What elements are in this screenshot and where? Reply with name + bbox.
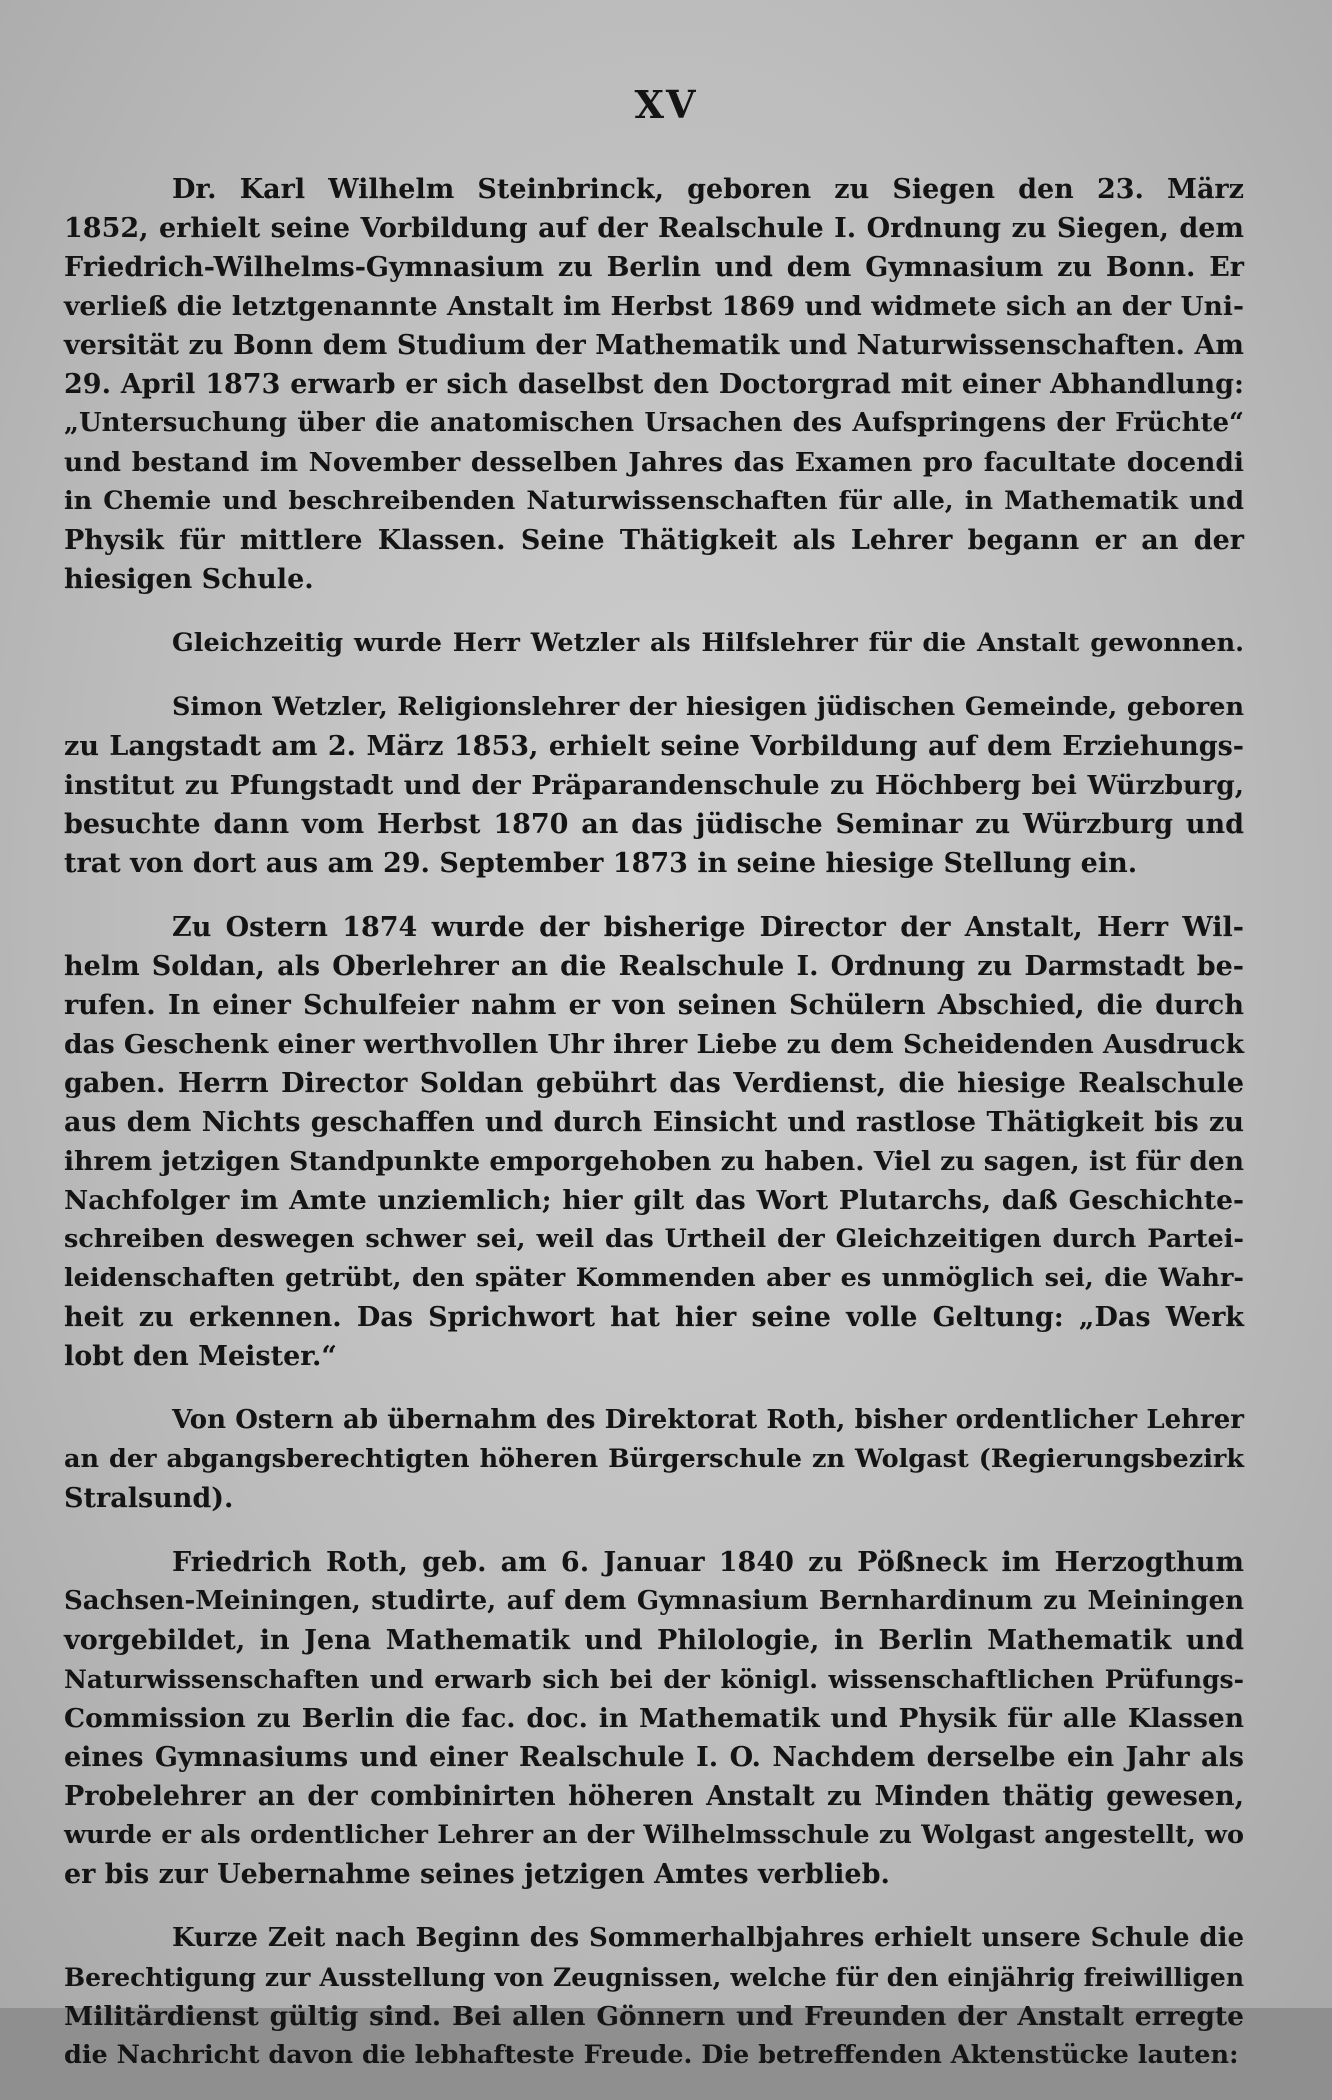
text-line: Nachfolger im Amte unziemlich; hier gilt das Wort Plutarchs, daß Geschichte- <box>64 1185 1244 1216</box>
paragraph-soldan <box>64 908 1244 1376</box>
text-line: die Nachricht davon die lebhafteste Freude. Die betreffenden Aktenstücke lauten: <box>64 2040 1239 2070</box>
page-number: XV <box>634 82 698 127</box>
text-line: 29. April 1873 erwarb er sich daselbst den Doctorgrad mit einer Abhandlung: <box>64 369 1244 400</box>
text-line: Probelehrer an der combinirten höheren Anstalt zu Minden thätig gewesen, <box>64 1781 1244 1812</box>
text-line: Sachsen-Meiningen, studirte, auf dem Gymnasium Bernhardinum zu Meiningen <box>64 1586 1244 1616</box>
text-line: verließ die letztgenannte Anstalt im Herbst 1869 und widmete sich an der Uni- <box>64 291 1244 322</box>
text-line: institut zu Pfungstadt und der Präparandenschule zu Höchberg bei Würzburg, <box>64 770 1244 801</box>
text-line: vorgebildet, in Jena Mathematik und Philologie, in Berlin Mathematik und <box>64 1625 1244 1656</box>
text-line: zu Langstadt am 2. März 1853, erhielt seine Vorbildung auf dem Erziehungs- <box>64 731 1244 762</box>
text-line: 1852, erhielt seine Vorbildung auf der Realschule I. Ordnung zu Siegen, dem <box>64 213 1244 244</box>
body-text <box>64 170 1244 2100</box>
text-line: Friedrich-Wilhelms-Gymnasium zu Berlin und dem Gymnasium zu Bonn. Er <box>64 252 1244 283</box>
paragraph-directorate <box>64 1401 1244 1518</box>
text-line: Dr. Karl Wilhelm Steinbrinck, geboren zu Siegen den 23. März <box>172 174 1244 205</box>
text-line: versität zu Bonn dem Studium der Mathematik und Naturwissenschaften. Am <box>64 330 1244 361</box>
text-line: Naturwissenschaften und erwarb sich bei der königl. wissenschaftlichen Prüfungs- <box>64 1665 1244 1694</box>
text-line: Zu Ostern 1874 wurde der bisherige Director der Anstalt, Herr Wil- <box>172 912 1244 943</box>
text-line: wurde er als ordentlicher Lehrer an der Wilhelmsschule zu Wolgast angestellt, wo <box>64 1820 1244 1850</box>
paragraph-berechtigung <box>64 1919 1244 2075</box>
text-line: ihrem jetzigen Standpunkte emporgehoben zu haben. Viel zu sagen, ist für den <box>64 1146 1244 1177</box>
paragraph-roth <box>64 1543 1244 1894</box>
text-line: Physik für mittlere Klassen. Seine Thätigkeit als Lehrer begann er an der <box>64 525 1244 556</box>
text-line: Militärdienst gültig sind. Bei allen Gönnern und Freunden der Anstalt erregte <box>64 2001 1244 2032</box>
text-line: Gleichzeitig wurde Herr Wetzler als Hilfslehrer für die Anstalt gewonnen. <box>172 628 1244 658</box>
text-line: er bis zur Uebernahme seines jetzigen Amtes verblieb. <box>64 1859 890 1890</box>
text-line: eines Gymnasiums und einer Realschule I. O. Nachdem derselbe ein Jahr als <box>64 1742 1244 1773</box>
text-line: Kurze Zeit nach Beginn des Sommerhalbjahres erhielt unsere Schule die <box>172 1923 1244 1953</box>
text-line: rufen. In einer Schulfeier nahm er von seinen Schülern Abschied, die durch <box>64 990 1244 1021</box>
text-line: „Untersuchung über die anatomischen Ursachen des Aufspringens der Früchte“ <box>64 408 1244 438</box>
text-line: helm Soldan, als Oberlehrer an die Realschule I. Ordnung zu Darmstadt be- <box>64 951 1244 982</box>
text-line: trat von dort aus am 29. September 1873 in seine hiesige Stellung ein. <box>64 848 1138 879</box>
paragraph-steinbrinck <box>64 170 1244 599</box>
paragraph-wetzler-bio <box>64 688 1244 883</box>
text-line: Commission zu Berlin die fac. doc. in Mathematik und Physik für alle Klassen <box>64 1703 1244 1734</box>
text-line: hiesigen Schule. <box>64 564 314 595</box>
text-line: Stralsund). <box>64 1483 234 1514</box>
text-line: das Geschenk einer werthvollen Uhr ihrer Liebe zu dem Scheidenden Ausdruck <box>64 1029 1244 1060</box>
text-line: leidenschaften getrübt, den später Kommenden aber es unmöglich sei, die Wahr- <box>64 1263 1244 1293</box>
text-line: besuchte dann vom Herbst 1870 an das jüdische Seminar zu Würzburg und <box>64 809 1244 840</box>
text-line: in Chemie und beschreibenden Naturwissenschaften für alle, in Mathematik und <box>64 486 1244 516</box>
text-line: Von Ostern ab übernahm des Direktorat Roth, bisher ordentlicher Lehrer <box>172 1405 1244 1435</box>
text-line: Friedrich Roth, geb. am 6. Januar 1840 zu Pößneck im Herzogthum <box>172 1547 1244 1578</box>
text-line: gaben. Herrn Director Soldan gebührt das Verdienst, die hiesige Realschule <box>64 1068 1244 1099</box>
text-line: schreiben deswegen schwer sei, weil das Urtheil der Gleichzeitigen durch Partei- <box>64 1224 1244 1254</box>
text-line: aus dem Nichts geschaffen und durch Einsicht und rastlose Thätigkeit bis zu <box>64 1107 1244 1138</box>
text-line: heit zu erkennen. Das Sprichwort hat hier seine volle Geltung: „Das Werk <box>64 1302 1244 1333</box>
text-line: Simon Wetzler, Religionslehrer der hiesigen jüdischen Gemeinde, geboren <box>172 692 1244 722</box>
text-line: und bestand im November desselben Jahres das Examen pro facultate docendi <box>64 447 1244 478</box>
text-line: an der abgangsberechtigten höheren Bürgerschule zn Wolgast (Regierungsbezirk <box>64 1444 1244 1474</box>
text-line: Berechtigung zur Ausstellung von Zeugnissen, welche für den einjährig freiwilligen <box>64 1963 1244 1992</box>
paragraph-wetzler-appointment <box>64 624 1244 663</box>
text-line: lobt den Meister.“ <box>64 1341 337 1372</box>
